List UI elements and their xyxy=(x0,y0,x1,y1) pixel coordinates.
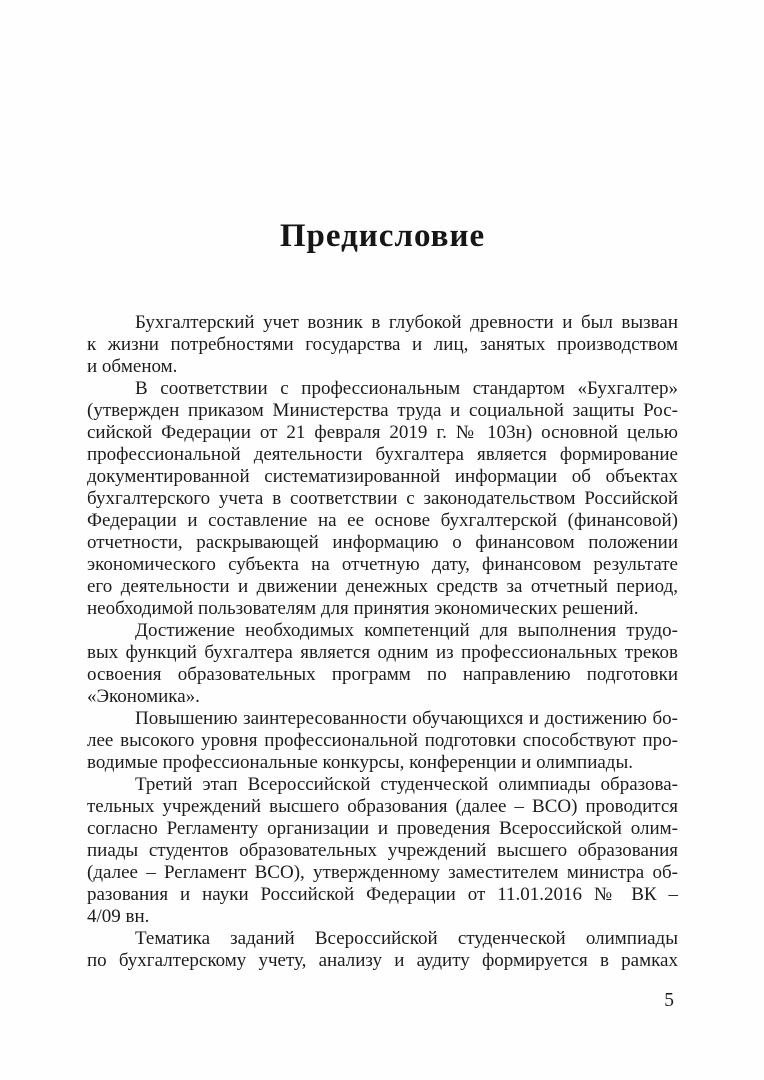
text-line: В соответствии с профессиональным стандартом «Бухгалтер» xyxy=(135,378,678,399)
text-line: профессиональной деятельности бухгалтера является формирование xyxy=(87,444,678,465)
text-line: (утвержден приказом Министерства труда и социальной защиты Рос- xyxy=(87,400,678,421)
text-line: его деятельности и движении денежных средств за отчетный период, xyxy=(87,576,678,597)
text-line: Федерации и составление на ее основе бухгалтерской (финансовой) xyxy=(87,510,678,531)
text-line: (далее – Регламент ВСО), утвержденному заместителем министра об- xyxy=(87,862,678,883)
page-title: Предисловие xyxy=(279,218,486,254)
text-line: к жизни потребностями государства и лиц, занятых производством xyxy=(87,334,678,355)
text-line: отчетности, раскрывающей информацию о финансовом положении xyxy=(87,532,678,553)
paragraph xyxy=(87,378,678,620)
text-line: по бухгалтерскому учету, анализу и аудиту формируется в рамках xyxy=(87,950,678,971)
text-line: 4/09 вн. xyxy=(87,906,150,927)
paragraph xyxy=(87,928,678,972)
text-line: бухгалтерского учета в соответствии с законодательством Российской xyxy=(87,488,678,509)
text-line: Достижение необходимых компетенций для выполнения трудо- xyxy=(135,620,678,641)
text-line: лее высокого уровня профессиональной подготовки способствуют про- xyxy=(87,730,678,751)
text-line: Повышению заинтересованности обучающихся и достижению бо- xyxy=(135,708,678,729)
text-line: согласно Регламенту организации и проведения Всероссийской олим- xyxy=(87,818,678,839)
text-line: сийской Федерации от 21 февраля 2019 г. № 103н) основной целью xyxy=(87,422,678,443)
page-number: 5 xyxy=(664,990,674,1011)
text-line: вых функций бухгалтера является одним из профессиональных треков xyxy=(87,642,678,663)
text-line: тельных учреждений высшего образования (далее – ВСО) проводится xyxy=(87,796,678,817)
text-line: разования и науки Российской Федерации от 11.01.2016 № ВК – xyxy=(87,884,678,905)
text-line: «Экономика». xyxy=(87,686,200,707)
text-line: водимые профессиональные конкурсы, конференции и олимпиады. xyxy=(87,752,633,773)
text-line: необходимой пользователям для принятия экономических решений. xyxy=(87,598,639,619)
text-line: освоения образовательных программ по направлению подготовки xyxy=(87,664,678,685)
text-line: Третий этап Всероссийской студенческой олимпиады образова- xyxy=(135,774,678,795)
paragraph xyxy=(87,774,678,928)
text-line: пиады студентов образовательных учреждений высшего образования xyxy=(87,840,678,861)
text-line: Тематика заданий Всероссийской студенческой олимпиады xyxy=(135,928,678,949)
text-line: и обменом. xyxy=(87,356,178,377)
text-line: документированной систематизированной информации об объектах xyxy=(87,466,678,487)
paragraph xyxy=(87,312,678,378)
paragraph xyxy=(87,708,678,774)
body-text xyxy=(87,312,678,972)
paragraph xyxy=(87,620,678,708)
text-line: Бухгалтерский учет возник в глубокой древности и был вызван xyxy=(135,312,678,333)
text-line: экономического субъекта на отчетную дату, финансовом результате xyxy=(87,554,678,575)
